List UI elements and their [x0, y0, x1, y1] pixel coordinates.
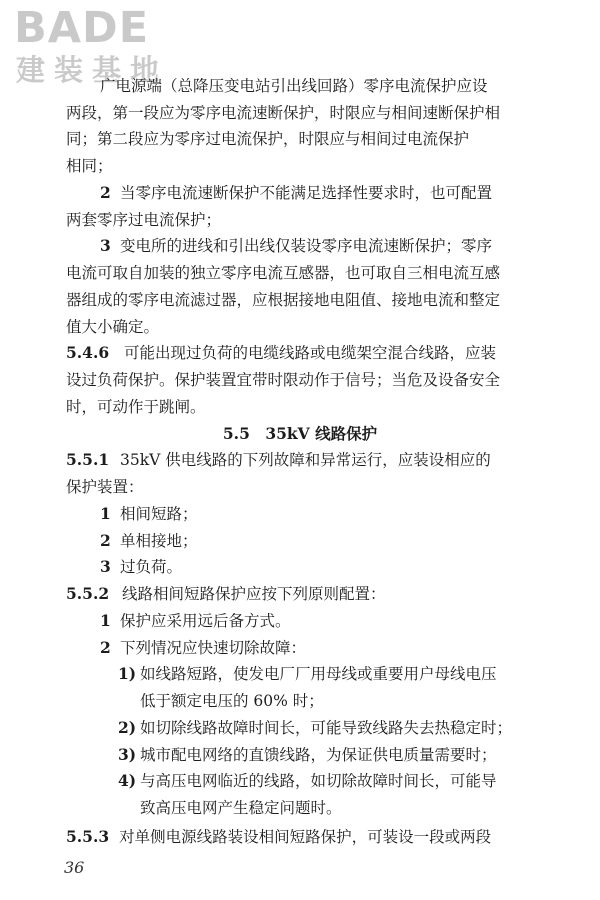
text-line: 与高压电网临近的线路，如切除故障时间长，可能导: [140, 772, 497, 791]
text-line: [66, 827, 491, 847]
item-number: 3: [100, 236, 111, 256]
text-line: 如线路短路，使发电厂厂用母线或重要用户母线电压: [140, 665, 497, 684]
text-line: 值大小确定。: [66, 317, 160, 336]
text-line: 保护装置：: [66, 478, 144, 497]
page-number: 36: [64, 858, 85, 877]
text-line: 同；第二段应为零序过电流保护，时限应与相间过电流保护: [66, 130, 470, 149]
text-line: 城市配电网络的直馈线路，为保证供电质量需要时；: [140, 745, 497, 764]
watermark-subtitle: 建装基地: [16, 53, 169, 87]
text-line: 下列情况应快速切除故障：: [120, 638, 307, 657]
clause-number: 5.4.6: [66, 343, 110, 363]
text-line: 变电所的进线和引出线仅装设零序电流速断保护；零序: [120, 237, 493, 256]
text-line: 器组成的零序电流滤过器，应根据接地电阻值、接地电流和整定: [66, 290, 501, 309]
item-number: 3: [100, 557, 111, 577]
sub-item-number: 3): [118, 744, 137, 764]
text-line: 线路相间短路保护应按下列原则配置：: [122, 585, 386, 604]
item-number: 1: [100, 610, 111, 630]
text-line-body: 对单侧电源线路装设相间短路保护，可装设一段或两段: [119, 828, 492, 846]
text-line: 电流可取自加装的独立零序电流互感器，也可取自三相电流互感: [66, 264, 501, 283]
text-line: 两套零序过电流保护；: [66, 210, 222, 229]
text-line: 单相接地；: [120, 531, 198, 550]
clause-number: 5.5.2: [66, 584, 110, 604]
watermark-brand: BADE: [14, 3, 150, 53]
text-line: 如切除线路故障时间长，可能导致线路失去热稳定时；: [140, 718, 513, 737]
text-line: 设过负荷保护。保护装置宜带时限动作于信号；当危及设备安全: [66, 371, 501, 390]
text-line: 保护应采用远后备方式。: [120, 611, 291, 630]
text-line: 可能出现过负荷的电缆线路或电缆架空混合线路，应装: [124, 344, 497, 363]
text-line: 过负荷。: [120, 558, 183, 577]
section-heading: 5.5 35kV 线路保护: [222, 423, 378, 443]
text-line: 致高压电网产生稳定问题时。: [140, 799, 342, 817]
text-line: 35kV 供电线路的下列故障和异常运行，应装设相应的: [120, 451, 491, 470]
sub-item-number: 2): [118, 717, 137, 737]
text-line: 低于额定电压的 60% 时；: [140, 692, 324, 711]
item-number: 2: [100, 182, 111, 202]
sub-item-number: 4): [118, 771, 137, 791]
item-number: 1: [100, 503, 111, 523]
sub-item-number: 1): [118, 664, 137, 684]
clause-number: 5.5.3: [66, 827, 110, 846]
clause-number: 5.5.1: [66, 450, 110, 470]
text-line: 当零序电流速断保护不能满足选择性要求时，也可配置: [120, 183, 493, 202]
text-line: 时，可动作于跳闸。: [66, 397, 206, 416]
text-line: 相间短路；: [120, 504, 198, 523]
text-line: 两段，第一段应为零序电流速断保护，时限应与相间速断保护相: [66, 103, 501, 122]
text-line: 相同；: [66, 157, 113, 176]
item-number: 2: [100, 637, 111, 657]
item-number: 2: [100, 530, 111, 550]
text-line: 广电源端（总降压变电站引出线回路）零序电流保护应设: [100, 77, 488, 95]
